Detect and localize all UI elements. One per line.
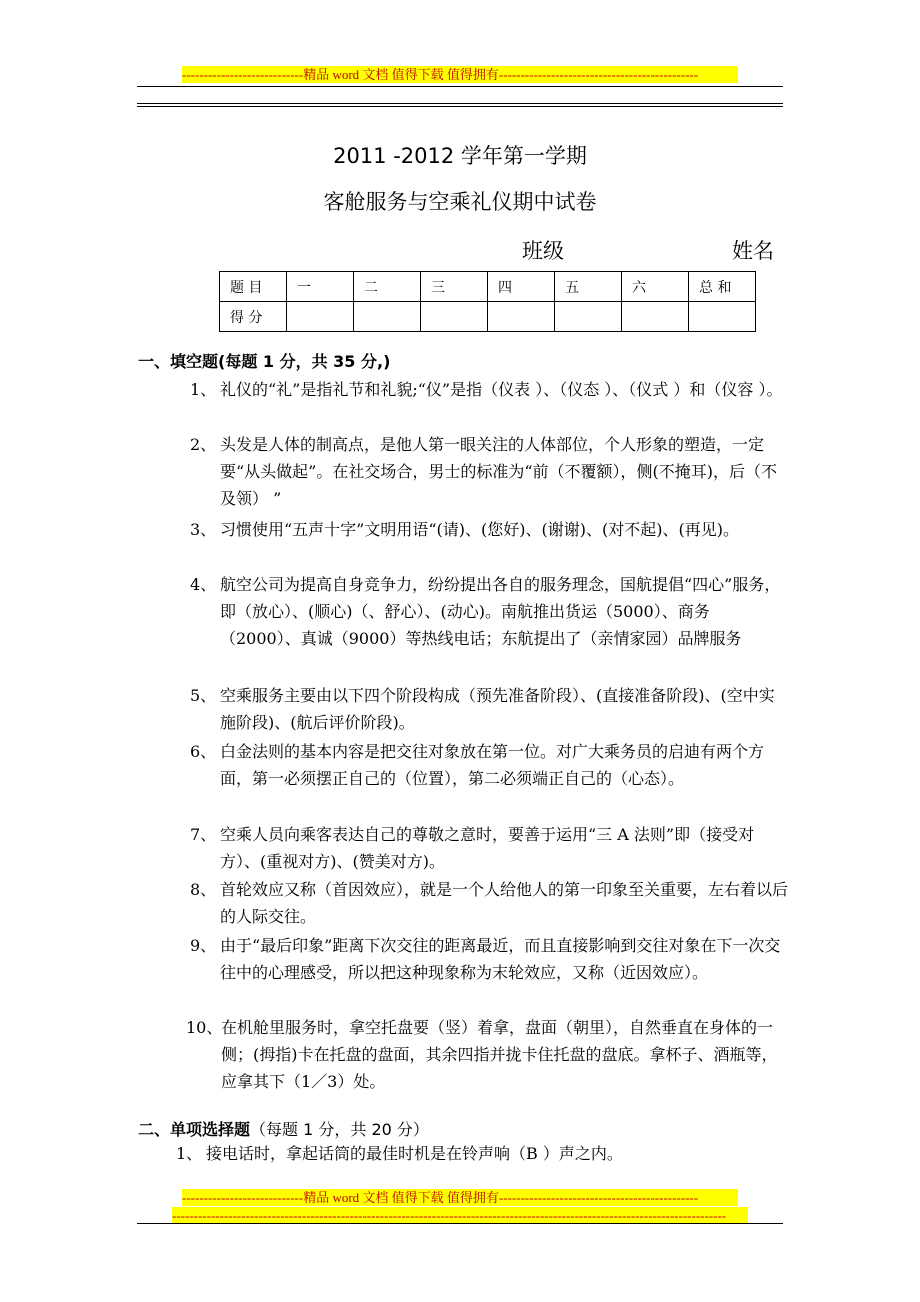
score-cell: 得 分	[220, 302, 287, 332]
question-number: 8、	[190, 880, 217, 899]
question-number: 2、	[190, 435, 217, 454]
score-cell: 六	[622, 272, 689, 302]
question-text: 头发是人体的制高点，是他人第一眼关注的人体部位，个人形象的塑造，一定要“从头做起”。在社交场合，男士的标准为“前（不覆额），侧(不掩耳)，后（不及领） ”	[220, 435, 778, 508]
question-number: 1、	[176, 1144, 203, 1163]
score-input-cell	[488, 302, 555, 332]
question-number: 5、	[190, 686, 217, 705]
score-cell: 一	[287, 272, 354, 302]
question-text: 在机舱里服务时，拿空托盘要（竖）着拿，盘面（朝里），自然垂直在身体的一侧；(拇指)卡在托盘的盘面，其余四指并拢卡住托盘的盘底。拿杯子、酒瓶等，应拿其下（1／3）处。	[221, 1018, 778, 1091]
question-5	[190, 682, 790, 736]
question-number: 6、	[190, 742, 217, 761]
question-text: 接电话时，拿起话筒的最佳时机是在铃声响（B ）声之内。	[206, 1144, 623, 1163]
question-1	[190, 376, 790, 403]
score-cell: 题 目	[220, 272, 287, 302]
choice-question-1	[176, 1140, 776, 1167]
class-label: 班级	[522, 239, 564, 263]
name-label: 姓名	[732, 239, 774, 263]
section1-heading: 一、填空题(每题 1 分，共 35 分,)	[138, 352, 391, 371]
score-cell: 四	[488, 272, 555, 302]
header-rule	[137, 86, 783, 87]
question-text: 首轮效应又称（首因效应），就是一个人给他人的第一印象至关重要，左右着以后的人际交往。	[220, 880, 789, 926]
score-input-cell	[555, 302, 622, 332]
question-text: 礼仪的“礼”是指礼节和礼貌;“仪”是指（仪表 ）、（仪态 ）、（仪式 ）和（仪容 ）。	[220, 380, 783, 399]
score-input-cell	[354, 302, 421, 332]
question-2	[190, 431, 790, 512]
bottom-banner: ----------------------------精品 word 文档 值得下载 值得拥有----------------------------------------------	[182, 1189, 738, 1206]
question-number: 1、	[190, 380, 217, 399]
score-value-row	[220, 302, 756, 332]
question-7	[190, 821, 790, 875]
question-4	[190, 571, 790, 652]
score-header-row	[220, 272, 756, 302]
header-double-rule-1	[137, 103, 783, 104]
score-input-cell	[421, 302, 488, 332]
question-text: 习惯使用“五声十字”文明用语“(请)、(您好)、(谢谢)、(对不起)、(再见)。	[220, 520, 739, 539]
score-input-cell	[622, 302, 689, 332]
question-text: 空乘服务主要由以下四个阶段构成（预先准备阶段）、(直接准备阶段)、(空中实施阶段)、(航后评价阶段)。	[220, 686, 775, 732]
score-cell: 总 和	[689, 272, 756, 302]
question-number: 4、	[190, 575, 217, 594]
score-table	[219, 271, 756, 332]
question-10	[186, 1014, 786, 1095]
top-banner: ----------------------------精品 word 文档 值得下载 值得拥有----------------------------------------------	[182, 66, 738, 83]
score-input-cell	[689, 302, 756, 332]
question-number: 10、	[186, 1018, 223, 1037]
question-number: 3、	[190, 520, 217, 539]
section2-heading	[138, 1117, 429, 1140]
question-3	[190, 516, 790, 543]
exam-term: 2011 -2012 学年第一学期	[333, 144, 587, 168]
bottom-banner-dashes: --------------------------------------------------------------------------------------------------------------------------------	[172, 1207, 748, 1224]
question-text: 白金法则的基本内容是把交往对象放在第一位。对广大乘务员的启迪有两个方面，第一必须摆正自己的（位置），第二必须端正自己的（心态）。	[220, 742, 765, 788]
score-input-cell	[287, 302, 354, 332]
question-number: 7、	[190, 825, 217, 844]
question-8	[190, 876, 790, 930]
header-double-rule-2	[137, 106, 783, 107]
score-cell: 二	[354, 272, 421, 302]
question-text: 空乘人员向乘客表达自己的尊敬之意时，要善于运用“三 A 法则”即（接受对方）、(重视对方)、(赞美对方)。	[220, 825, 755, 871]
score-cell: 三	[421, 272, 488, 302]
question-number: 9、	[190, 936, 217, 955]
footer-rule	[137, 1223, 783, 1224]
section2-title: 二、单项选择题	[138, 1120, 251, 1139]
exam-title: 客舱服务与空乘礼仪期中试卷	[323, 190, 597, 214]
score-cell: 五	[555, 272, 622, 302]
question-text: 航空公司为提高自身竞争力，纷纷提出各自的服务理念，国航提倡“四心”服务，即（放心）、(顺心)（、舒心）、(动心)。南航推出货运（5000）、商务（2000）、真诚（9000）等热线电话；东航提出了（亲情家园）品牌服务	[220, 575, 781, 648]
question-text: 由于“最后印象”距离下次交往的距离最近，而且直接影响到交往对象在下一次交往中的心理感受，所以把这种现象称为末轮效应，又称（近因效应）。	[220, 936, 781, 982]
section2-note: （每题 1 分，共 20 分）	[250, 1120, 429, 1139]
question-9	[190, 932, 790, 986]
question-6	[190, 738, 790, 792]
